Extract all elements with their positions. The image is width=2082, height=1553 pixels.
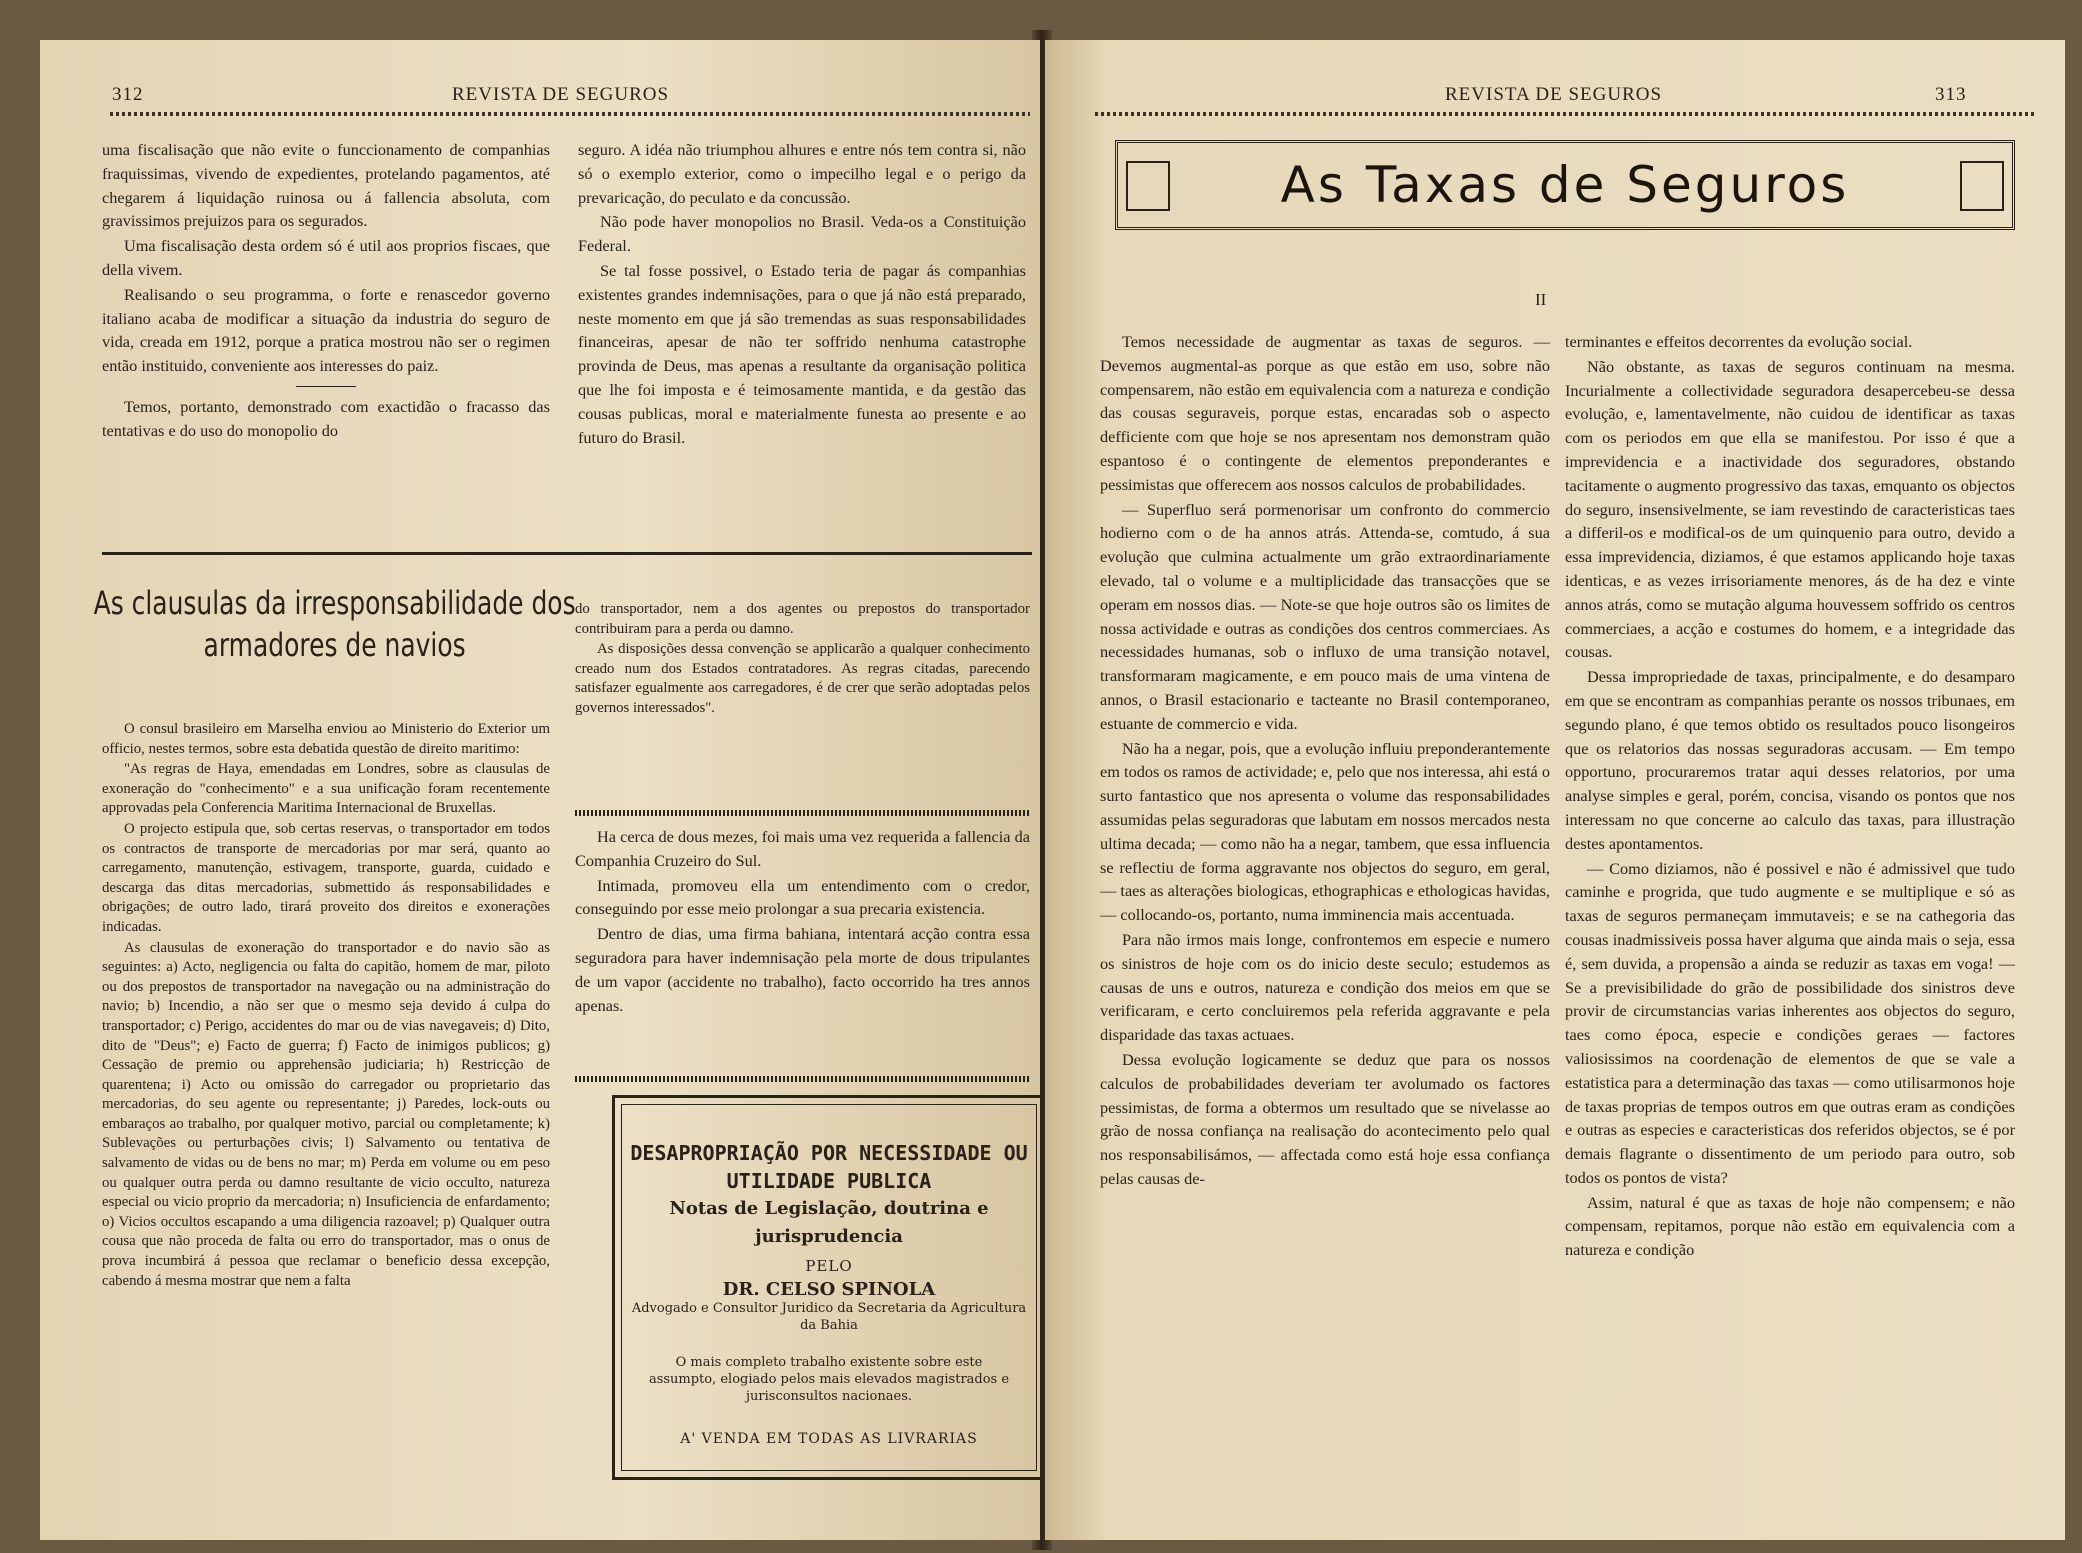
article-banner bbox=[1115, 140, 2015, 230]
paragraph: "As regras de Haya, emendadas em Londres, sobre as clausulas de exoneração do "conhecimento" e a sua unificação foram recentemente approvadas pela Conferencia Maritima Internacional de Bruxellas. bbox=[102, 761, 550, 817]
paragraph: Ha cerca de dous mezes, foi mais uma vez requerida a fallencia da Companhia Cruzeiro do Sul. bbox=[575, 827, 1030, 870]
ad-sale-note: A' VENDA EM TODAS AS LIVRARIAS bbox=[680, 1431, 978, 1447]
right-column-2 bbox=[1565, 330, 2015, 1263]
ornament-icon bbox=[1126, 161, 1170, 211]
article-title: As Taxas de Seguros bbox=[1280, 156, 1850, 214]
ad-by: PELO bbox=[805, 1257, 853, 1275]
article-column-2 bbox=[575, 600, 1030, 720]
paragraph: Não obstante, as taxas de seguros continuam na mesma. Incurialmente a collectividade seguradora desapercebeu-se dessa evolução, e, lamentavelmente, não cuidou de identificar as taxas com os periodos em que ella se manifestou. Por isso é que a imprevidencia e a inactividade dos seguradores, obstando tacitamente o augmento progressivo das taxas, emquanto os objectos do seguro, insensivelmente, se iam revestindo de caracteristicas taes a differil-os e modifical-os de um quinquenio para outro, devido a essa imprevidencia, diziamos, é que estamos applicando hoje taxas identicas, e as vezes irrisoriamente menores, ás de ha dez e vinte annos atrás, como se mutação alguma houvessem soffrido os centros commerciaes, a acção e costumes do homem, e a integridade das cousas. bbox=[1565, 356, 2015, 662]
paragraph: Para não irmos mais longe, confrontemos em especie e numero os sinistros de hoje com os do inicio deste seculo; estudemos as causas de uns e outros, natureza e condição dos meios em que se verificaram, e certo concluiremos pela referida aggravante e pela disparidade das taxas actuaes. bbox=[1100, 929, 1550, 1045]
ornament-icon bbox=[1960, 161, 2004, 211]
left-page-number: 312 bbox=[112, 84, 144, 105]
paragraph: Intimada, promoveu ella um entendimento com o credor, conseguindo por esse meio prolongar a sua precaria existencia. bbox=[575, 875, 1030, 919]
ad-author: DR. CELSO SPINOLA bbox=[722, 1279, 936, 1300]
paragraph: Se tal fosse possivel, o Estado teria de pagar ás companhias existentes grandes indemnisações, para o que já não está preparado, neste momento em que já são tremendas as suas responsabilidades financeiras, apesar de não ter soffrido nenhuma catastrophe provinda de Deus, mas apenas a resultante da organisação politica que lhe foi imposta e é teimosamente mantida, e da gestão das cousas publicas, moral e materialmente funesta ao presente e ao futuro do Brasil. bbox=[578, 260, 1026, 447]
paragraph: O consul brasileiro em Marselha enviou ao Ministerio do Exterior um officio, nestes termos, sobre esta debatida questão de direito maritimo: bbox=[102, 721, 550, 757]
paragraph: do transportador, nem a dos agentes ou prepostos do transportador contribuiram para a perda ou damno. bbox=[575, 601, 1030, 637]
header-rule bbox=[1095, 112, 2035, 116]
ad-title: DESAPROPRIAÇÃO POR NECESSIDADE OU UTILIDADE PUBLICA bbox=[630, 1141, 1028, 1193]
ad-description: O mais completo trabalho existente sobre este assumpto, elogiado pelos mais elevados magistrados e jurisconsultos nacionaes. bbox=[648, 1355, 1010, 1404]
paragraph: Dentro de dias, uma firma bahiana, intentará acção contra essa seguradora para haver indemnisação pela morte de dous tripulantes de um vapor (accidente no trabalho), facto occorrido ha tres annos apenas. bbox=[575, 924, 1030, 1015]
separator bbox=[296, 386, 356, 387]
ad-subtitle: Notas de Legislação, doutrina e jurisprudencia bbox=[669, 1198, 989, 1247]
section-divider bbox=[102, 552, 1032, 555]
top-column-2 bbox=[578, 138, 1026, 450]
paragraph: — Como diziamos, não é possivel e não é admissivel que tudo caminhe e progrida, que tudo augmente e se multiplique e só as taxas de seguros permaneçam immutaveis; e se na cathegoria das cousas inadmissiveis possa haver alguma que ainda mais o seja, essa é, sem duvida, a propensão a ainda se reduzir as taxas em voga! — Se a previsibilidade do grão de possibilidade dos sinistros deve provir de circumstancias varias inherentes aos objectos do seguro, taes como época, especie e condições geraes — factores valiosissimos na coordenação de elementos de que se vale a estatistica para a determinação das taxas — como utilisarmonos hoje de taxas proprias de tempos outros em que outras eram as condições e outras as especies e caracteristicas dos referidos objectos, se é por demais flagrante o dissentimento de um periodo para outro, sob todos os pontos de vista? bbox=[1565, 858, 2015, 1187]
header-rule bbox=[110, 112, 1030, 116]
paragraph: Realisando o seu programma, o forte e renascedor governo italiano acaba de modificar a situação da industria do seguro de vida, creada em 1912, porque a pratica mostrou não ser o regimen então instituido, conveniente aos interesses do paiz. bbox=[102, 284, 550, 376]
paragraph: Temos, portanto, demonstrado com exactidão o fracasso das tentativas e do uso do monopolio do bbox=[102, 396, 550, 440]
paragraph: uma fiscalisação que não evite o funccionamento de companhias fraquissimas, vivendo de expedientes, protelando pagamentos, até chegarem á liquidação ruinosa ou á fallencia absoluta, com gravissimos prejuizos para os segurados. bbox=[102, 140, 550, 231]
paragraph: Dessa evolução logicamente se deduz que para os nossos calculos de probabilidades deveriam ter avolumado os factores pessimistas, de forma a obtermos um resultado que se nivelasse ao grão de nossa confiança na realisação do acontecimento pelo qual nos responsabilisámos, — affectada como está hoje essa confiança pelas causas de- bbox=[1100, 1049, 1550, 1188]
right-page bbox=[1045, 40, 2065, 1540]
right-column-1 bbox=[1100, 330, 1550, 1192]
paragraph: Não ha a negar, pois, que a evolução influiu preponderantemente em todos os ramos de actividade; e, pelo que nos interessa, ahi está o surto fantastico que nos apresenta o volume das responsabilidades assumidas pelas seguradoras que labutam em nossos mercados nesta ultima decada; — como não ha a negar, tambem, que essa influencia se reflectiu de forma aggravante nos objectos do seguro, em geral, — taes as alterações biologicas, ethographicas e ethologicas havidas, — collocando-os, portanto, numa imminencia mais accentuada. bbox=[1100, 738, 1550, 925]
right-running-head: REVISTA DE SEGUROS bbox=[1445, 84, 1663, 105]
book-advertisement bbox=[612, 1095, 1040, 1480]
ad-author-role: Advogado e Consultor Juridico da Secretaria da Agricultura da Bahia bbox=[631, 1301, 1027, 1333]
article-title: As clausulas da irresponsabilidade dos armadores de navios bbox=[93, 584, 576, 664]
article-column-1 bbox=[102, 720, 550, 1292]
news-column bbox=[575, 825, 1030, 1018]
section-numeral: II bbox=[1535, 290, 1547, 309]
dotted-divider bbox=[575, 1076, 1030, 1082]
paragraph: Dessa impropriedade de taxas, principalmente, e do desamparo em que se encontram as companhias perante os nossos tribunaes, em segundo plano, é que temos obtido os resultados pouco lisongeiros que os relatorios das nossas seguradoras accusam. — Em tempo opportuno, procuraremos tratar aqui desses relatorios, por uma analyse simples e geral, porém, concisa, visando os pontos que nos interessam no que concerne ao calculo das taxas, para illustração destes apontamentos. bbox=[1565, 667, 2015, 853]
paragraph: Temos necessidade de augmentar as taxas de seguros. — Devemos augmental-as porque as que estão em uso, sobre não compensarem, não estão em equivalencia com a natureza e condição das cousas seguraveis, porque estas, encaradas sob o aspecto defficiente com que hoje se nos apresentam nos demonstram quão espantoso é o contingente de elementos preponderantes e pessimistas que offerecem aos nossos calculos de probabilidades. bbox=[1100, 332, 1550, 494]
paragraph: seguro. A idéa não triumphou alhures e entre nós tem contra si, não só o exemplo exterior, como o impecilho legal e o perigo da prevaricação, do peculato e da concussão. bbox=[578, 140, 1026, 207]
right-page-number: 313 bbox=[1935, 84, 1967, 105]
ad-frame bbox=[621, 1104, 1037, 1471]
paragraph: — Superfluo será pormenorisar um confronto do commercio hodierno com o de ha annos atrás. Attenda-se, comtudo, á sua evolução que culmina actualmente um grão extraordinariamente elevado, tal o volume e a multiplicidade das transacções que se operam em nossos dias. — Note-se que hoje outros são os limites de nossa actividade e outras as condições dos centros commerciaes. As necessidades humanas, sob o influxo de uma transição notavel, transformaram magicamente, e em pouco mais de uma vintena de annos, o Brasil estacionario e tacteante no Brasil contemporaneo, estuante de commercio e vida. bbox=[1100, 499, 1550, 733]
paragraph: Assim, natural é que as taxas de hoje não compensem; e não compensam, repitamos, porque não estão em equivalencia com a natureza e condição bbox=[1565, 1192, 2015, 1260]
dotted-divider bbox=[575, 810, 1030, 816]
paragraph: As clausulas de exoneração do transportador e do navio são as seguintes: a) Acto, negligencia ou falta do capitão, homem de mar, piloto ou dos prepostos de transportador na navegação ou na administração do navio; b) Incendio, a não ser que o mesmo seja devido á culpa do transportador; c) Perigo, accidentes do mar ou de vias navegaveis; d) Dito, dito de "Deus"; e) Facto de guerra; f) Facto de inimigos publicos; g) Cessação de premio ou apprehensão judiciaria; h) Restricção de quarentena; i) Acto ou omissão do carregador ou proprietario das mercadorias, do seu agente ou representante; j) Paredes, lock-outs ou embaraços ao trabalho, por qualquer motivo, parcial ou completamente; k) Sublevações ou perturbações civis; l) Salvamento ou tentativa de salvamento de vidas ou de bens no mar; m) Perda em volume ou em peso ou qualquer outra perda ou damno resultante de vicio occulto, natureza especial ou vicio proprio da mercadoria; n) Insuficiencia de enfardamento; o) Vicios occultos escapando a uma diligencia razoavel; p) Qualquer outra cousa que não proceda de falta ou erro do transportador, mas o onus de prova incumbirá á pessoa que reclamar o beneficio dessa excepção, cabendo á mesma mostrar que nem a falta bbox=[102, 939, 550, 1289]
paragraph: terminantes e effeitos decorrentes da evolução social. bbox=[1565, 332, 1913, 351]
top-column-1 bbox=[102, 138, 550, 444]
paragraph: Não pode haver monopolios no Brasil. Veda-os a Constituição Federal. bbox=[578, 212, 1026, 256]
left-running-head: REVISTA DE SEGUROS bbox=[452, 84, 670, 105]
paragraph: Uma fiscalisação desta ordem só é util aos proprios fiscaes, que della vivem. bbox=[102, 236, 550, 279]
left-page bbox=[40, 40, 1040, 1540]
paragraph: As disposições dessa convenção se applicarão a qualquer conhecimento creado num dos Estados contratadores. As regras citadas, parecendo satisfazer egualmente aos carregadores, é de crer que serão adoptadas pelos governos interessados". bbox=[575, 641, 1030, 716]
paragraph: O projecto estipula que, sob certas reservas, o transportador em todos os contractos de transporte de mercadorias por mar será, quanto ao carregamento, manutenção, estivagem, transporte, guarda, cuidado e descarga das ditas mercadorias, submettido ás responsabilidades e obrigações; de outro lado, tirará proveito dos direitos e exonerações indicadas. bbox=[102, 820, 550, 935]
